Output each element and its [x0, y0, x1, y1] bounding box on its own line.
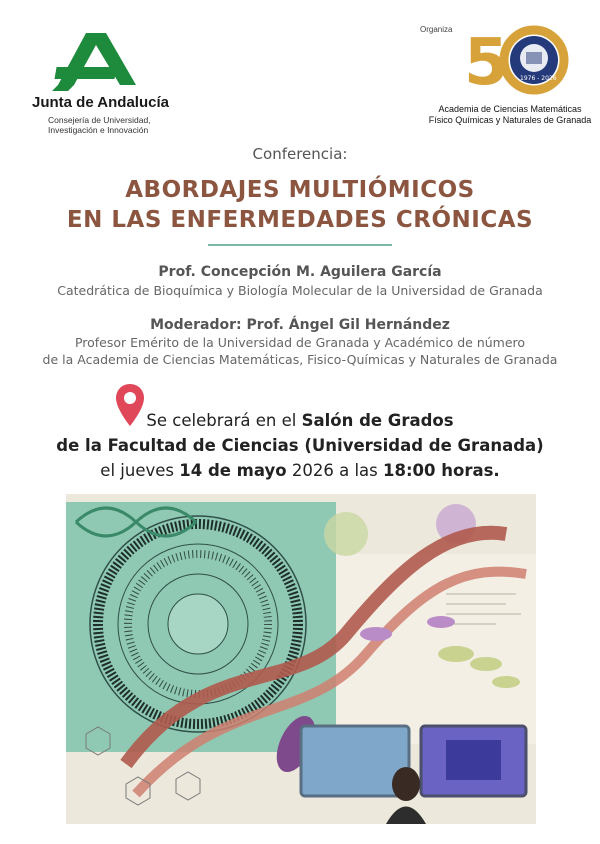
title-divider: [208, 244, 392, 246]
venue-line-1: Se celebrará en el Salón de Grados: [146, 411, 454, 430]
venue-line-2: de la Facultad de Ciencias (Universidad de Granada): [56, 436, 544, 455]
venue-line-3: el jueves 14 de mayo 2026 a las 18:00 horas.: [100, 461, 500, 480]
venue-text: [0, 408, 600, 483]
junta-andalucia-subtitle: Consejería de Universidad, Investigación e Innovación: [48, 115, 151, 135]
speaker-name: Prof. Concepción M. Aguilera García: [158, 264, 442, 280]
moderator-name: Moderador: Prof. Ángel Gil Hernández: [150, 317, 450, 333]
speaker-role: Catedrática de Bioquímica y Biología Molecular de la Universidad de Granada: [57, 283, 543, 298]
academia-name: Academia de Ciencias Matemáticas Físico Químicas y Naturales de Granada: [428, 104, 592, 125]
svg-text:5: 5: [464, 26, 509, 100]
junta-andalucia-name: Junta de Andalucía: [32, 94, 169, 111]
academia-50-aniversario-logo-icon: [462, 22, 572, 102]
organiza-label: Organiza: [420, 25, 453, 34]
moderator-role: Profesor Emérito de la Universidad de Granada y Académico de número de la Academia de Ciencias Matemáticas, Fisico-Químicas y Naturales de Granada: [42, 335, 558, 367]
multiomics-illustration-icon: [66, 494, 536, 824]
event-title: ABORDAJES MULTIÓMICOS EN LAS ENFERMEDADES CRÓNICAS: [66, 177, 534, 233]
anniversary-years: 1976 - 2026: [520, 75, 557, 82]
event-type-label: Conferencia:: [252, 145, 348, 163]
